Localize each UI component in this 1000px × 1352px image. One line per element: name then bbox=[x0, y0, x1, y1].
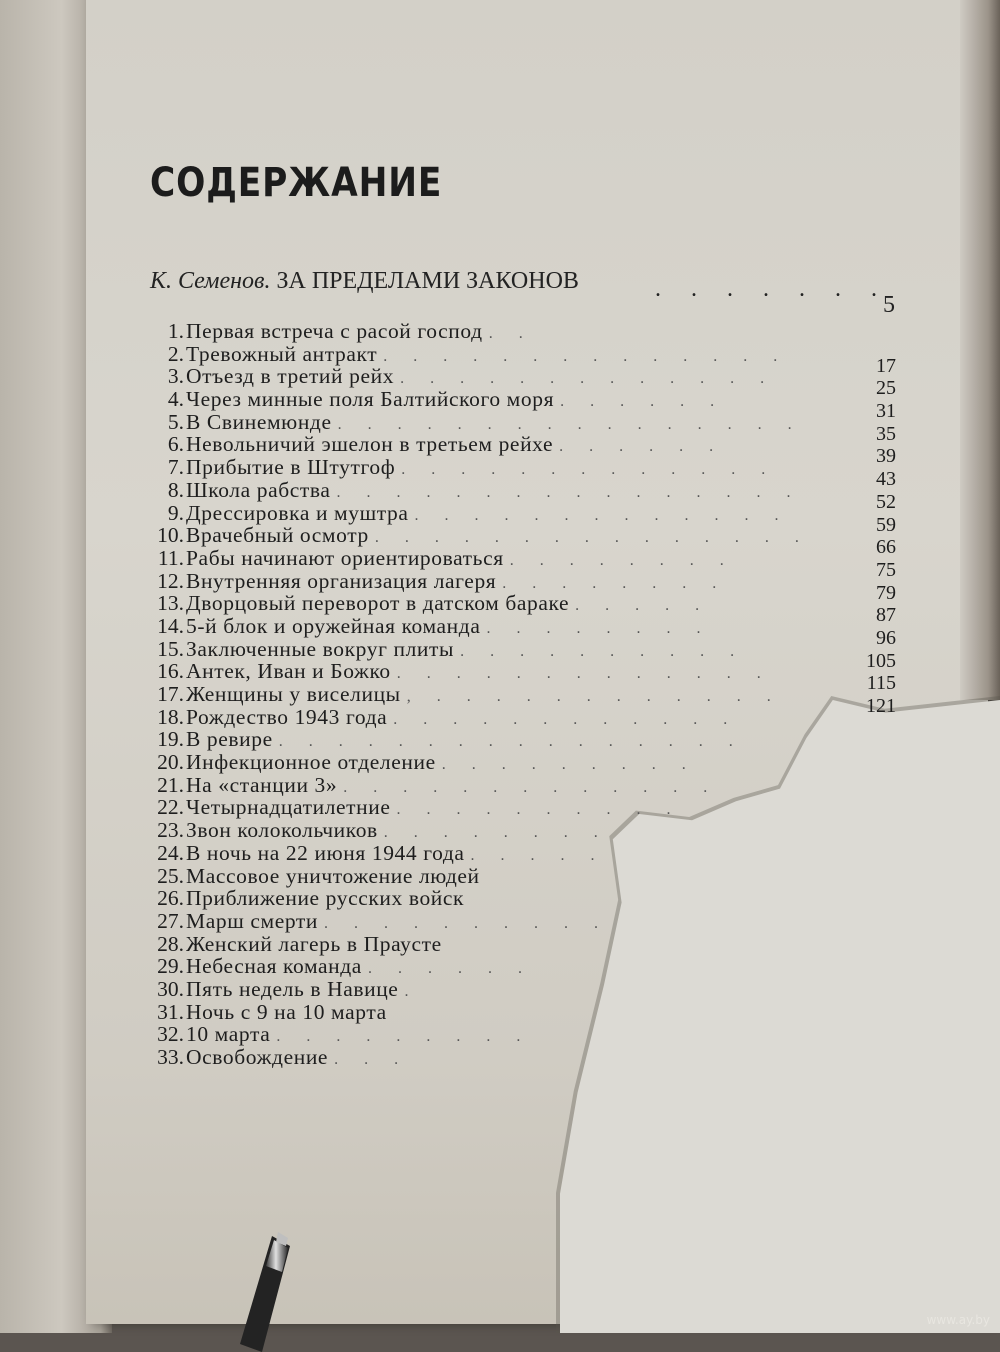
toc-entry-title: Заключенные вокруг плиты bbox=[186, 636, 455, 661]
toc-entry bbox=[142, 865, 900, 888]
toc-entry-number: 14. bbox=[157, 613, 184, 638]
toc-entry-number: 6. bbox=[167, 432, 184, 457]
toc-entry-title: Дворцовый переворот в датском бараке bbox=[186, 591, 570, 616]
toc-entry-number: 10. bbox=[157, 523, 184, 548]
toc-entry-number: 17. bbox=[157, 682, 184, 706]
toc-entry-number: 5. bbox=[167, 409, 184, 434]
toc-entry-number: 4. bbox=[167, 387, 184, 412]
toc-entry-title: Массовое уничтожение людей bbox=[186, 863, 480, 888]
toc-entry bbox=[142, 320, 900, 343]
toc-entry-number: 22. bbox=[157, 795, 184, 820]
toc-entry bbox=[142, 774, 900, 797]
toc-entry-page: 96 bbox=[876, 626, 896, 649]
intro-dots: . . . . . . . bbox=[655, 276, 889, 302]
toc-entry-title: Тревожный антракт bbox=[186, 341, 378, 366]
toc-entry-page: 115 bbox=[866, 672, 896, 695]
toc-entry-number: 25. bbox=[157, 863, 184, 888]
watermark: www.ay.by bbox=[926, 1313, 990, 1327]
toc-entry-dots: . . . . . . . . . . . . . bbox=[343, 778, 719, 796]
toc-entry-dots: . . . . . . . . . . . . bbox=[393, 710, 739, 728]
toc-entry-title: Женщины у виселицы bbox=[186, 682, 401, 706]
toc-entry-dots: . . . . . . . . . bbox=[276, 1028, 532, 1046]
toc-entry-dots: . . . . . . bbox=[560, 393, 726, 411]
toc-entry-title: Школа рабства bbox=[186, 477, 331, 502]
toc-entry-title: В ночь на 22 июня 1944 года bbox=[186, 840, 465, 865]
toc-entry-title: Небесная команда bbox=[186, 954, 362, 979]
toc-entry-title: Антек, Иван и Божко bbox=[186, 659, 391, 684]
table-of-contents bbox=[142, 320, 900, 1069]
toc-entry bbox=[142, 1023, 900, 1046]
toc-entry-dots: . . . . . bbox=[575, 597, 711, 615]
toc-entry-title: 5-й блок и оружейная команда bbox=[186, 613, 481, 638]
intro-title: ЗА ПРЕДЕЛАМИ ЗАКОНОВ bbox=[276, 268, 579, 294]
toc-entry bbox=[142, 1046, 900, 1069]
toc-entry-number: 28. bbox=[157, 931, 184, 956]
toc-entry-dots: . . . . . . . . . . . . . bbox=[401, 461, 777, 479]
toc-entry-dots: . . . . . . . . bbox=[509, 551, 735, 569]
toc-entry-page: 31 bbox=[876, 400, 896, 423]
toc-entry-dots: . . . . . . . . . . . . . bbox=[400, 370, 776, 388]
toc-entry-title: Рабы начинают ориентироваться bbox=[186, 545, 504, 570]
toc-entry-number: 33. bbox=[157, 1045, 184, 1069]
toc-entry-title: Через минные поля Балтийского моря bbox=[186, 387, 555, 412]
toc-entry-title: Внутренняя организация лагеря bbox=[186, 568, 497, 593]
toc-entry bbox=[142, 955, 900, 978]
toc-entry-title: Врачебный осмотр bbox=[186, 523, 369, 548]
toc-entry-dots: . . . . . . . . . . bbox=[460, 642, 746, 660]
toc-entry-number: 8. bbox=[167, 477, 184, 502]
toc-entry bbox=[142, 842, 900, 865]
toc-entry-number: 26. bbox=[157, 886, 184, 911]
toc-entry-title: В Свинемюнде bbox=[186, 409, 332, 434]
toc-entry-page: 66 bbox=[876, 536, 896, 559]
intro-entry bbox=[150, 268, 895, 318]
toc-entry-title: Инфекционное отделение bbox=[186, 750, 436, 775]
toc-entry-dots: . . . . . bbox=[470, 846, 606, 864]
pen-icon bbox=[232, 1232, 296, 1352]
toc-entry bbox=[142, 728, 900, 751]
toc-entry-title: На «станции 3» bbox=[186, 772, 338, 797]
toc-entry bbox=[142, 751, 900, 774]
toc-entry-title: В ревире bbox=[186, 727, 273, 752]
toc-entry-title: Дрессировка и муштра bbox=[186, 500, 409, 525]
toc-entry-page: 105 bbox=[866, 649, 896, 672]
toc-entry-dots: . . . . . . . . . . . . . . . . bbox=[278, 733, 744, 751]
toc-entry-page: 35 bbox=[876, 422, 896, 445]
toc-entry-title: Приближение русских войск bbox=[186, 886, 465, 911]
toc-entry-dots: , . . . . . . . . . . . . bbox=[406, 688, 782, 705]
toc-entry-dots: . bbox=[404, 982, 420, 1000]
toc-entry-page: 25 bbox=[876, 377, 896, 400]
toc-entry-page: 121 bbox=[866, 695, 896, 717]
toc-entry-dots: . . . . . . . . bbox=[383, 824, 609, 842]
toc-entry bbox=[142, 796, 900, 819]
toc-entry-number: 9. bbox=[167, 500, 184, 525]
toc-entry-title: Пять недель в Навице bbox=[186, 976, 399, 1001]
toc-entry-title: 10 марта bbox=[186, 1022, 271, 1047]
toc-entry-title: Прибытие в Штутгоф bbox=[186, 455, 396, 480]
toc-entry-title: Ночь с 9 на 10 марта bbox=[186, 999, 387, 1024]
toc-entry-page: 17 bbox=[876, 354, 896, 377]
toc-entry-number: 11. bbox=[157, 545, 184, 570]
toc-entry-title: Звон колокольчиков bbox=[186, 818, 378, 843]
toc-entry-number: 29. bbox=[157, 954, 184, 979]
toc-entry-number: 1. bbox=[167, 319, 184, 343]
toc-entry-number: 27. bbox=[157, 908, 184, 933]
intro-page-number: 5 bbox=[883, 292, 895, 318]
toc-entry-dots: . . . . . . . . . . . . . . bbox=[383, 347, 789, 365]
toc-entry bbox=[142, 887, 900, 910]
toc-entry-dots: . . . . . . . . . . . . . . . bbox=[374, 529, 810, 547]
toc-entry-dots: . . . . . . . . . bbox=[441, 756, 697, 774]
toc-entry-title: Марш смерти bbox=[186, 908, 318, 933]
toc-entry-number: 13. bbox=[157, 591, 184, 616]
toc-entry-page: 39 bbox=[876, 445, 896, 468]
toc-entry-dots: . . . . . . . . bbox=[502, 574, 728, 592]
toc-entry-page: 43 bbox=[876, 468, 896, 491]
toc-entry-number: 16. bbox=[157, 659, 184, 684]
toc-entry-number: 12. bbox=[157, 568, 184, 593]
toc-entry-page: 75 bbox=[876, 558, 896, 581]
toc-entry-number: 15. bbox=[157, 636, 184, 661]
toc-entry-title: Четырнадцатилетние bbox=[186, 795, 391, 820]
toc-entry-title: Первая встреча с расой господ bbox=[186, 319, 483, 343]
toc-entry-number: 24. bbox=[157, 840, 184, 865]
toc-entry-dots: . . . . . . . . . . . . . . . . bbox=[336, 483, 802, 501]
toc-entry-dots: . . . . . . . . bbox=[486, 619, 712, 637]
right-page-edge bbox=[960, 0, 1000, 700]
toc-entry-page: 87 bbox=[876, 604, 896, 627]
toc-entry-dots: . . . bbox=[334, 1051, 410, 1068]
toc-entry-title: Невольничий эшелон в третьем рейхе bbox=[186, 432, 554, 457]
toc-entry-dots: . . . . . . bbox=[559, 438, 725, 456]
toc-entry-page: 52 bbox=[876, 490, 896, 513]
toc-entry-page: 59 bbox=[876, 513, 896, 536]
toc-entry bbox=[142, 910, 900, 933]
intro-author: К. Семенов. bbox=[150, 268, 271, 294]
toc-entry-title: Рождество 1943 года bbox=[186, 704, 388, 729]
toc-entry-number: 20. bbox=[157, 750, 184, 775]
toc-entry bbox=[142, 933, 900, 956]
toc-entry-dots: . . . . . . . . . . . . . . . . bbox=[337, 415, 803, 433]
toc-entry bbox=[142, 1001, 900, 1024]
toc-entry-number: 32. bbox=[157, 1022, 184, 1047]
toc-entry-number: 18. bbox=[157, 704, 184, 729]
toc-entry-number: 2. bbox=[167, 341, 184, 366]
toc-entry bbox=[142, 706, 900, 729]
toc-entry-dots: . . . . . . bbox=[367, 960, 533, 978]
toc-entry-title: Отъезд в третий рейх bbox=[186, 364, 395, 389]
toc-entry bbox=[142, 819, 900, 842]
toc-entry-dots: . . . . . . . . . . bbox=[324, 914, 609, 932]
toc-entry-dots: . . . . . . . . . . . . . bbox=[396, 665, 772, 683]
toc-entry-number: 23. bbox=[157, 818, 184, 843]
toc-entry-dots: . . . . . . . . . . bbox=[396, 801, 682, 819]
toc-entry bbox=[142, 978, 900, 1001]
toc-entry-number: 19. bbox=[157, 727, 184, 752]
toc-entry-dots: . . bbox=[488, 325, 534, 342]
toc-entry-number: 3. bbox=[167, 364, 184, 389]
toc-entry-number: 30. bbox=[157, 976, 184, 1001]
toc-entry-dots: . . . . . . . . . . . . . bbox=[414, 506, 790, 524]
toc-entry-number: 7. bbox=[167, 455, 184, 480]
toc-entry-number: 31. bbox=[157, 999, 184, 1024]
toc-entry-number: 21. bbox=[157, 772, 184, 797]
toc-entry-page: 79 bbox=[876, 581, 896, 604]
page-title: СОДЕРЖАНИЕ bbox=[150, 160, 443, 206]
toc-entry-title: Освобождение bbox=[186, 1045, 329, 1069]
toc-entry-title: Женский лагерь в Праусте bbox=[186, 931, 442, 956]
